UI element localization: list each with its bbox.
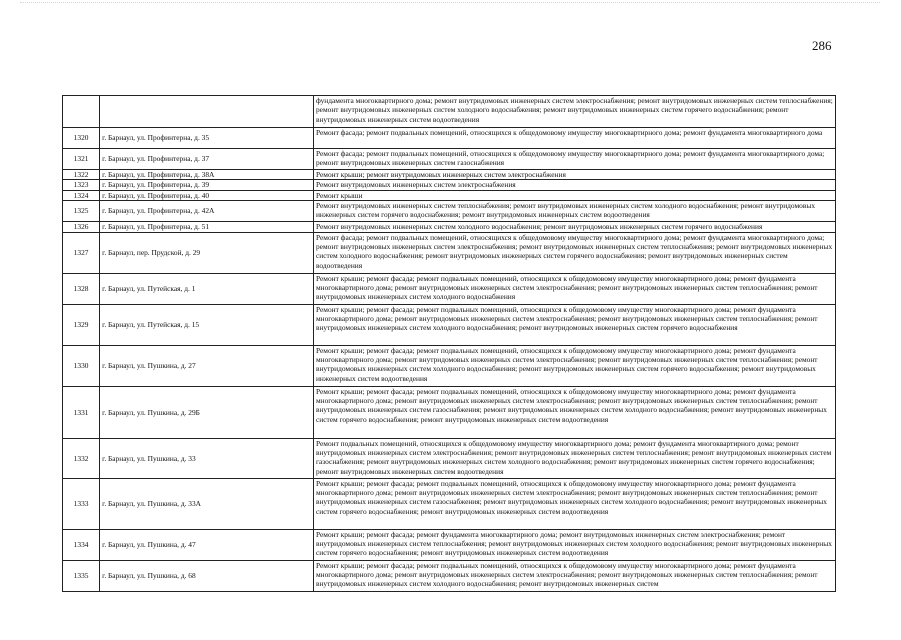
row-work: Ремонт внутридомовых инженерных систем холодного водоснабжения; ремонт внутридомовых инженерных систем горячего водоснабжения — [313, 221, 835, 232]
row-address: г. Барнаул, ул. Пушкина, д. 33 — [100, 438, 314, 478]
row-number: 1330 — [63, 345, 100, 386]
table-row — [63, 180, 836, 190]
table-row — [63, 529, 836, 560]
row-number: 1326 — [63, 221, 100, 232]
row-address: г. Барнаул, ул. Профинтерна, д. 37 — [100, 149, 314, 170]
row-number: 1334 — [63, 529, 100, 560]
repair-table-body — [63, 96, 836, 592]
row-number: 1328 — [63, 273, 100, 304]
row-address: г. Барнаул, пер. Прудской, д. 29 — [100, 232, 314, 273]
row-work: Ремонт крыши; ремонт фасада; ремонт подвальных помещений, относящихся к общедомовому имуществу многоквартирного дома; ремонт фундамента многоквартирного дома; ремонт внутридомовых инженерных систем электроснабжения; ремонт внутридомовых инженерных систем теплоснабжения; ремонт внутридомовых инженерных систем газоснабжения; ремонт внутридомовых инженерных систем холодного водоснабжения; ремонт внутридомовых инженерных систем горячего водоснабжения; ремонт внутридомовых инженерных систем водоотведения — [313, 386, 835, 438]
row-address: г. Барнаул, ул. Путейская, д. 1 — [100, 273, 314, 304]
row-work: Ремонт крыши; ремонт внутридомовых инженерных систем электроснабжения — [313, 170, 835, 180]
row-number: 1320 — [63, 128, 100, 149]
row-address: г. Барнаул, ул. Профинтерна, д. 51 — [100, 221, 314, 232]
repair-table — [62, 95, 836, 592]
row-work: Ремонт крыши; ремонт фасада; ремонт подвальных помещений, относящихся к общедомовому имуществу многоквартирного дома; ремонт фундамента многоквартирного дома; ремонт внутридомовых инженерных систем электроснабжения; ремонт внутридомовых инженерных систем теплоснабжения; ремонт внутридомовых инженерных систем холодного водоснабжения; ремонт внутридомовых инженерных систем горячего водоснабжения — [313, 304, 835, 345]
row-number: 1335 — [63, 560, 100, 591]
table-row — [63, 232, 836, 273]
table-row — [63, 273, 836, 304]
row-number: 1321 — [63, 149, 100, 170]
table-row — [63, 149, 836, 170]
row-number: 1329 — [63, 304, 100, 345]
row-address: г. Барнаул, ул. Пушкина, д. 47 — [100, 529, 314, 560]
row-work: Ремонт фасада; ремонт подвальных помещений, относящихся к общедомовому имуществу многоквартирного дома; ремонт фундамента многоквартирного дома — [313, 128, 835, 149]
table-row — [63, 190, 836, 200]
table-row — [63, 96, 836, 128]
row-number: 1323 — [63, 180, 100, 190]
row-address: г. Барнаул, ул. Пушкина, д. 33А — [100, 478, 314, 529]
row-address: г. Барнаул, ул. Профинтерна, д. 35 — [100, 128, 314, 149]
row-address — [100, 96, 314, 128]
row-number: 1327 — [63, 232, 100, 273]
table-row — [63, 200, 836, 221]
row-work: Ремонт внутридомовых инженерных систем электроснабжения — [313, 180, 835, 190]
row-address: г. Барнаул, ул. Профинтерна, д. 38А — [100, 170, 314, 180]
row-work: Ремонт крыши — [313, 190, 835, 200]
row-address: г. Барнаул, ул. Пушкина, д. 29Б — [100, 386, 314, 438]
row-work: Ремонт фасада; ремонт подвальных помещений, относящихся к общедомовому имуществу многоквартирного дома; ремонт фундамента многоквартирного дома; ремонт внутридомовых инженерных систем электроснабжения; ремонт внутридомовых инженерных систем теплоснабжения; ремонт внутридомовых инженерных систем холодного водоснабжения; ремонт внутридомовых инженерных систем горячего водоснабжения; ремонт внутридомовых инженерных систем водоотведения — [313, 232, 835, 273]
row-number: 1333 — [63, 478, 100, 529]
row-number: 1322 — [63, 170, 100, 180]
row-address: г. Барнаул, ул. Путейская, д. 15 — [100, 304, 314, 345]
row-number: 1332 — [63, 438, 100, 478]
row-work: Ремонт крыши; ремонт фасада; ремонт подвальных помещений, относящихся к общедомовому имуществу многоквартирного дома; ремонт фундамента многоквартирного дома; ремонт внутридомовых инженерных систем электроснабжения; ремонт внутридомовых инженерных систем теплоснабжения; ремонт внутридомовых инженерных систем газоснабжения; ремонт внутридомовых инженерных систем холодного водоснабжения; ремонт внутридомовых инженерных систем горячего водоснабжения; ремонт внутридомовых инженерных систем водоотведения — [313, 478, 835, 529]
row-address: г. Барнаул, ул. Профинтерна, д. 39 — [100, 180, 314, 190]
table-row — [63, 478, 836, 529]
scan-artifact — [20, 2, 880, 11]
row-address: г. Барнаул, ул. Профинтерна, д. 42А — [100, 200, 314, 221]
table-row — [63, 560, 836, 591]
page-number: 286 — [812, 38, 832, 53]
row-number: 1331 — [63, 386, 100, 438]
row-number: 1324 — [63, 190, 100, 200]
table-row — [63, 438, 836, 478]
row-address: г. Барнаул, ул. Пушкина, д. 27 — [100, 345, 314, 386]
row-address: г. Барнаул, ул. Пушкина, д. 68 — [100, 560, 314, 591]
row-work: фундамента многоквартирного дома; ремонт внутридомовых инженерных систем электроснабжения; ремонт внутридомовых инженерных систем теплоснабжения; ремонт внутридомовых инженерных систем холодного водоснабжения; ремонт внутридомовых инженерных систем горячего водоснабжения; ремонт внутридомовых инженерных систем водоотведения — [313, 96, 835, 128]
row-work: Ремонт крыши; ремонт фасада; ремонт подвальных помещений, относящихся к общедомовому имуществу многоквартирного дома; ремонт фундамента многоквартирного дома; ремонт внутридомовых инженерных систем электроснабжения; ремонт внутридомовых инженерных систем теплоснабжения; ремонт внутридомовых инженерных систем холодного водоснабжения — [313, 273, 835, 304]
table-row — [63, 304, 836, 345]
row-work: Ремонт внутридомовых инженерных систем теплоснабжения; ремонт внутридомовых инженерных систем холодного водоснабжения; ремонт внутридомовых инженерных систем горячего водоснабжения; ремонт внутридомовых инженерных систем водоотведения — [313, 200, 835, 221]
table-row — [63, 345, 836, 386]
row-number: 1325 — [63, 200, 100, 221]
row-address: г. Барнаул, ул. Профинтерна, д. 40 — [100, 190, 314, 200]
row-number — [63, 96, 100, 128]
table-row — [63, 386, 836, 438]
table-row — [63, 221, 836, 232]
table-row — [63, 170, 836, 180]
row-work: Ремонт фасада; ремонт подвальных помещений, относящихся к общедомовому имуществу многоквартирного дома; ремонт фундамента многоквартирного дома; ремонт внутридомовых инженерных систем газоснабжения — [313, 149, 835, 170]
row-work: Ремонт крыши; ремонт фасада; ремонт подвальных помещений, относящихся к общедомовому имуществу многоквартирного дома; ремонт фундамента многоквартирного дома; ремонт внутридомовых инженерных систем электроснабжения; ремонт внутридомовых инженерных систем теплоснабжения; ремонт внутридомовых инженерных систем холодного водоснабжения; ремонт внутридомовых инженерных систем горячего водоснабжения; ремонт внутридомовых инженерных систем водоотведения — [313, 345, 835, 386]
table-row — [63, 128, 836, 149]
row-work: Ремонт подвальных помещений, относящихся к общедомовому имуществу многоквартирного дома; ремонт фундамента многоквартирного дома; ремонт внутридомовых инженерных систем электроснабжения; ремонт внутридомовых инженерных систем теплоснабжения; ремонт внутридомовых инженерных систем газоснабжения; ремонт внутридомовых инженерных систем холодного водоснабжения; ремонт внутридомовых инженерных систем горячего водоснабжения; ремонт внутридомовых инженерных систем водоотведения — [313, 438, 835, 478]
row-work: Ремонт крыши; ремонт фасада; ремонт фундамента многоквартирного дома; ремонт внутридомовых инженерных систем электроснабжения; ремонт внутридомовых инженерных систем теплоснабжения; ремонт внутридомовых инженерных систем холодного водоснабжения; ремонт внутридомовых инженерных систем горячего водоснабжения; ремонт внутридомовых инженерных систем водоотведения — [313, 529, 835, 560]
row-work: Ремонт крыши; ремонт фасада; ремонт подвальных помещений, относящихся к общедомовому имуществу многоквартирного дома; ремонт фундамента многоквартирного дома; ремонт внутридомовых инженерных систем электроснабжения; ремонт внутридомовых инженерных систем теплоснабжения; ремонт внутридомовых инженерных систем холодного водоснабжения; ремонт внутридомовых инженерных систем — [313, 560, 835, 591]
